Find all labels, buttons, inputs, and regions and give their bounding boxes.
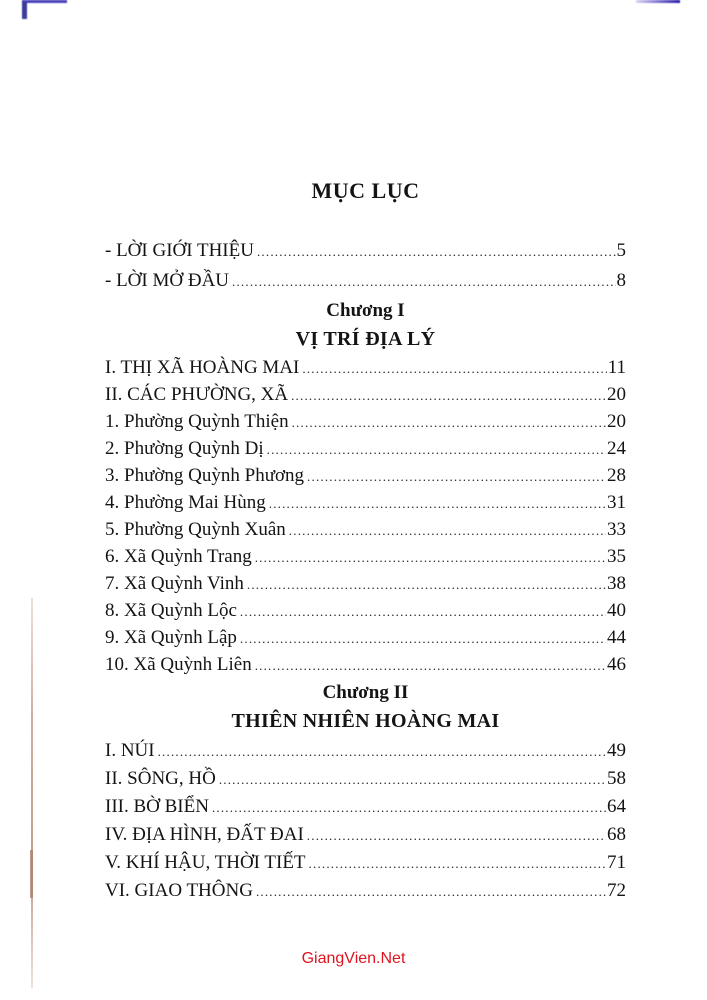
entry-page: 68 [607, 824, 626, 845]
toc-entry[interactable] [105, 438, 626, 464]
entry-label: V. KHÍ HẬU, THỜI TIẾT [105, 852, 306, 873]
dot-leader [255, 550, 606, 566]
chapter-number: Chương I [326, 300, 405, 321]
entry-page: 5 [616, 240, 626, 261]
entry-label: 5. Phường Quỳnh Xuân [105, 519, 286, 540]
dot-leader [267, 442, 606, 458]
entry-page: 8 [616, 270, 626, 291]
entry-page: 49 [607, 740, 626, 761]
toc-entry[interactable] [105, 600, 626, 626]
entry-page: 28 [607, 465, 626, 486]
dot-leader [289, 523, 606, 539]
entry-label: 3. Phường Quỳnh Phương [105, 465, 305, 486]
dot-leader [257, 244, 616, 260]
toc-entry[interactable] [105, 740, 626, 766]
entry-label: 2. Phường Quỳnh Dị [105, 438, 264, 459]
toc-entry[interactable] [105, 492, 626, 518]
chapter-name: THIÊN NHIÊN HOÀNG MAI [231, 710, 500, 732]
dot-leader [307, 828, 606, 844]
dot-leader [219, 772, 606, 788]
dot-leader [212, 800, 606, 816]
dot-leader [292, 415, 606, 431]
entry-label: 8. Xã Quỳnh Lộc [105, 600, 237, 621]
dot-leader [291, 388, 606, 404]
dot-leader [240, 604, 606, 620]
toc-entry[interactable] [105, 270, 626, 296]
entry-label: 9. Xã Quỳnh Lập [105, 627, 237, 648]
entry-label: 1. Phường Quỳnh Thiện [105, 411, 289, 432]
entry-page: 72 [607, 880, 626, 901]
entry-page: 58 [607, 768, 626, 789]
entry-page: 11 [607, 357, 626, 378]
dot-leader [302, 361, 606, 377]
entry-page: 38 [607, 573, 626, 594]
toc-entry[interactable] [105, 546, 626, 572]
scan-artifact-bar [636, 0, 680, 3]
entry-label: - LỜI GIỚI THIỆU [105, 240, 254, 261]
toc-entry[interactable] [105, 880, 626, 906]
dot-leader [247, 577, 606, 593]
entry-label: - LỜI MỞ ĐẦU [105, 270, 230, 291]
entry-label: I. THỊ XÃ HOÀNG MAI [105, 357, 300, 378]
chapter-number: Chương II [322, 682, 409, 703]
dot-leader [309, 856, 606, 872]
dot-leader [256, 884, 606, 900]
entry-page: 64 [607, 796, 626, 817]
entry-page: 20 [607, 411, 626, 432]
entry-label: 6. Xã Quỳnh Trang [105, 546, 252, 567]
watermark-text: GiangVien.Net [301, 950, 406, 967]
entry-label: III. BỜ BIỂN [105, 796, 209, 817]
entry-page: 40 [607, 600, 626, 621]
toc-entry[interactable] [105, 852, 626, 878]
dot-leader [232, 274, 615, 290]
entry-label: 4. Phường Mai Hùng [105, 492, 266, 513]
toc-entry[interactable] [105, 627, 626, 653]
entry-page: 35 [607, 546, 626, 567]
dot-leader [269, 496, 606, 512]
toc-entry[interactable] [105, 519, 626, 545]
toc-entry[interactable] [105, 357, 626, 383]
entry-label: 10. Xã Quỳnh Liên [105, 654, 252, 675]
dot-leader [240, 631, 606, 647]
toc-entry[interactable] [105, 768, 626, 794]
toc-entry[interactable] [105, 573, 626, 599]
page-edge-shadow-thick [30, 850, 33, 898]
entry-page: 71 [607, 852, 626, 873]
dot-leader [255, 658, 606, 674]
entry-label: IV. ĐỊA HÌNH, ĐẤT ĐAI [105, 824, 304, 845]
entry-page: 31 [607, 492, 626, 513]
entry-page: 20 [607, 384, 626, 405]
scan-artifact-corner [22, 0, 67, 19]
chapter-name: VỊ TRÍ ĐỊA LÝ [295, 328, 436, 350]
toc-entry[interactable] [105, 411, 626, 437]
entry-page: 46 [607, 654, 626, 675]
entry-label: II. CÁC PHƯỜNG, XÃ [105, 384, 289, 405]
toc-entry[interactable] [105, 824, 626, 850]
toc-entry[interactable] [105, 384, 626, 410]
entry-label: I. NÚI [105, 740, 155, 761]
entry-label: VI. GIAO THÔNG [105, 880, 253, 901]
entry-label: 7. Xã Quỳnh Vinh [105, 573, 244, 594]
entry-label: II. SÔNG, HỒ [105, 768, 216, 789]
dot-leader [307, 469, 606, 485]
page-edge-shadow [31, 598, 33, 988]
toc-entry[interactable] [105, 240, 626, 266]
toc-title: MỤC LỤC [311, 178, 420, 203]
toc-entry[interactable] [105, 465, 626, 491]
dot-leader [158, 744, 606, 760]
entry-page: 33 [607, 519, 626, 540]
toc-entry[interactable] [105, 654, 626, 680]
toc-entry[interactable] [105, 796, 626, 822]
entry-page: 44 [607, 627, 626, 648]
entry-page: 24 [607, 438, 626, 459]
